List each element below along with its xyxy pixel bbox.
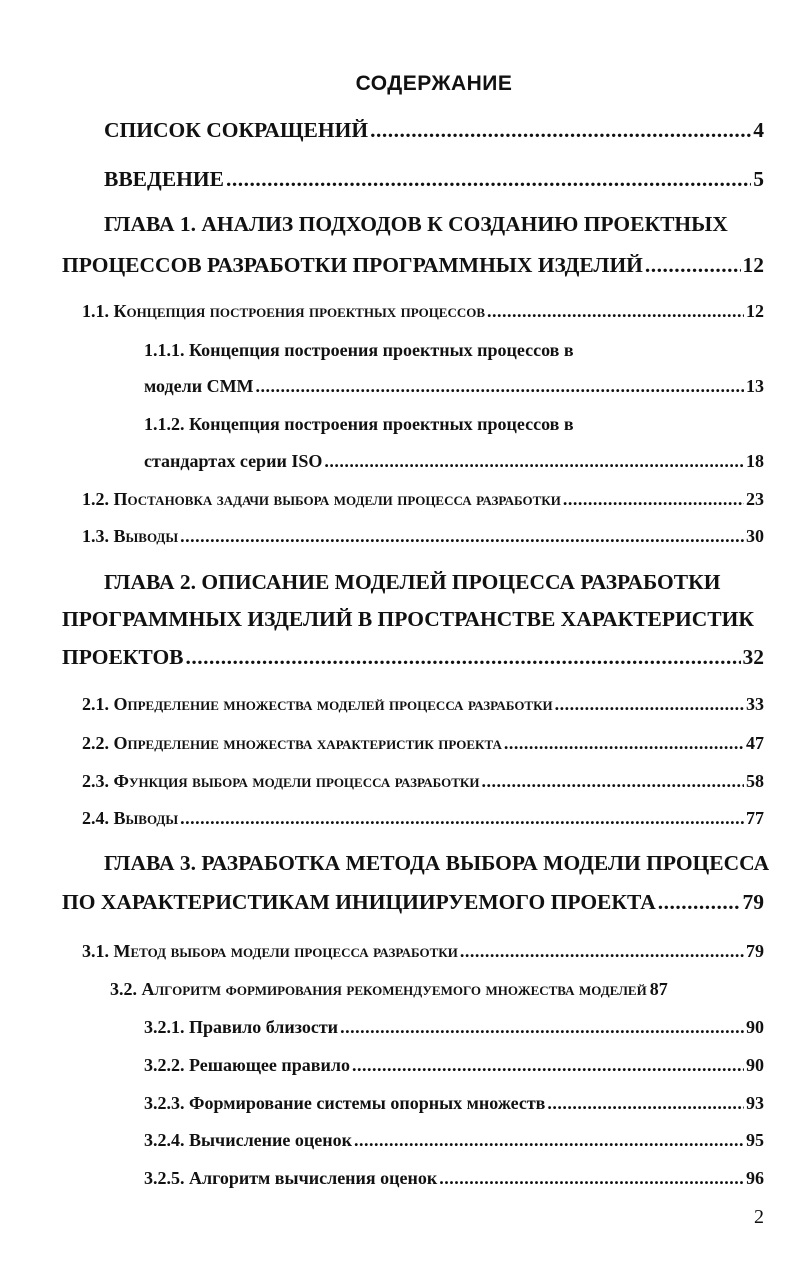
leader-dots [555,694,744,715]
toc-entry-abbreviations[interactable] [104,118,764,143]
toc-chapter-3-line-1[interactable]: ГЛАВА 3. РАЗРАБОТКА МЕТОДА ВЫБОРА МОДЕЛИ ПРОЦЕССА [104,851,770,875]
toc-entry-text: 3.2.2. Решающее правило [144,1055,350,1075]
leader-dots [324,451,744,472]
toc-page-number: 12 [746,301,764,321]
section-number: 1.2. [82,489,109,509]
toc-entry-text: ВВЕДЕНИЕ [104,167,224,191]
page-number: 2 [754,1206,764,1228]
leader-dots [226,167,751,192]
toc-entry-3-2-4[interactable] [144,1130,764,1151]
toc-page-number: 79 [746,941,764,961]
toc-chapter-2-line-2[interactable]: ПРОГРАММНЫХ ИЗДЕЛИЙ В ПРОСТРАНСТВЕ ХАРАКТЕРИСТИК [62,607,754,631]
toc-page-number: 77 [746,808,764,828]
leader-dots [487,301,744,322]
toc-page-number: 12 [742,253,764,277]
toc-entry-text: ПО ХАРАКТЕРИСТИКАМ ИНИЦИИРУЕМОГО ПРОЕКТА [62,890,656,914]
toc-entry-3-2-5[interactable] [144,1168,764,1189]
leader-dots [563,489,744,510]
toc-entry-text: Алгоритм формирования рекомендуемого множества моделей [141,979,647,999]
toc-entry-chapter-1[interactable] [62,253,764,278]
section-number: 1.3. [82,526,109,546]
toc-entry-introduction[interactable] [104,167,764,192]
leader-dots [186,645,741,670]
toc-page-number: 30 [746,526,764,546]
toc-entry-text: 3.2.4. Вычисление оценок [144,1130,352,1150]
toc-entry-text: СПИСОК СОКРАЩЕНИЙ [104,118,369,142]
leader-dots [180,526,744,547]
leader-dots [481,771,744,792]
toc-entry-text: Определение множества моделей процесса разработки [113,694,553,714]
toc-page-number: 90 [746,1017,764,1037]
toc-entry-text: Функция выбора модели процесса разработки [113,771,480,791]
leader-dots [370,118,751,143]
toc-entry-text: Выводы [113,808,179,828]
toc-entry-text: Определение множества характеристик проекта [113,733,502,753]
section-number: 1.1. [82,301,109,321]
toc-entry-text: ПРОЦЕССОВ РАЗРАБОТКИ ПРОГРАММНЫХ ИЗДЕЛИЙ [62,253,643,277]
toc-entry-2-3[interactable] [82,771,764,792]
toc-entry-text: 3.2.1. Правило близости [144,1017,339,1037]
toc-entry-3-2-1[interactable] [144,1017,764,1038]
toc-chapter-1-line-1[interactable]: ГЛАВА 1. АНАЛИЗ ПОДХОДОВ К СОЗДАНИЮ ПРОЕКТНЫХ [104,212,728,236]
toc-entry-1-2[interactable] [82,489,764,510]
toc-page-number: 18 [746,451,764,471]
leader-dots [354,1130,744,1151]
page-title: СОДЕРЖАНИЕ [355,72,513,95]
section-number: 2.4. [82,808,109,828]
toc-entry-text: модели CMM [144,376,254,396]
toc-page-number: 23 [746,489,764,509]
toc-entry-1-1[interactable] [82,301,764,322]
leader-dots [256,376,744,397]
toc-page-number: 87 [649,979,668,999]
section-number: 3.2. [110,979,137,999]
toc-chapter-2-line-1[interactable]: ГЛАВА 2. ОПИСАНИЕ МОДЕЛЕЙ ПРОЦЕССА РАЗРАБОТКИ [104,570,721,594]
leader-dots [352,1055,744,1076]
toc-entry-text: Выводы [113,526,179,546]
toc-entry-3-1[interactable] [82,941,764,962]
toc-entry-text: стандартах серии ISO [144,451,323,471]
toc-page-number: 4 [753,118,764,142]
toc-entry-2-1[interactable] [82,694,764,715]
toc-entry-3-2-3[interactable] [144,1093,764,1114]
leader-dots [645,253,741,278]
toc-entry-text: Постановка задачи выбора модели процесса разработки [113,489,561,509]
leader-dots [439,1168,744,1189]
toc-entry-2-4[interactable] [82,808,764,829]
leader-dots [504,733,744,754]
toc-page-number: 90 [746,1055,764,1075]
toc-page-number: 32 [742,645,764,669]
section-number: 2.2. [82,733,109,753]
toc-entry-2-2[interactable] [82,733,764,754]
toc-page-number: 47 [746,733,764,753]
toc-entry-1-3[interactable] [82,526,764,547]
toc-entry-chapter-2[interactable] [62,645,764,670]
toc-entry-text: 3.2.5. Алгоритм вычисления оценок [144,1168,438,1188]
section-number: 2.1. [82,694,109,714]
toc-entry-1-1-1[interactable] [144,376,764,397]
toc-page-number: 33 [746,694,764,714]
toc-page-number: 96 [746,1168,764,1188]
toc-entry-1-1-1-line-1[interactable]: 1.1.1. Концепция построения проектных процессов в [144,340,574,360]
leader-dots [340,1017,744,1038]
leader-dots [180,808,744,829]
toc-page-number: 79 [742,890,764,914]
section-number: 3.1. [82,941,109,961]
toc-entry-1-1-2[interactable] [144,451,764,472]
toc-entry-chapter-3[interactable] [62,890,764,915]
toc-page-number: 95 [746,1130,764,1150]
toc-page-number: 5 [753,167,764,191]
leader-dots [547,1093,744,1114]
leader-dots [658,890,741,915]
toc-entry-1-1-2-line-1[interactable]: 1.1.2. Концепция построения проектных процессов в [144,414,574,434]
toc-entry-text: 3.2.3. Формирование системы опорных множеств [144,1093,546,1113]
toc-entry-text: Концепция построения проектных процессов [113,301,486,321]
toc-page-number: 13 [746,376,764,396]
toc-entry-text: Метод выбора модели процесса разработки [113,941,458,961]
toc-entry-text: ПРОЕКТОВ [62,645,184,669]
toc-entry-3-2-2[interactable] [144,1055,764,1076]
section-number: 2.3. [82,771,109,791]
leader-dots [460,941,744,962]
toc-page-number: 58 [746,771,764,791]
toc-entry-3-2[interactable] [110,979,764,1000]
toc-page-number: 93 [746,1093,764,1113]
